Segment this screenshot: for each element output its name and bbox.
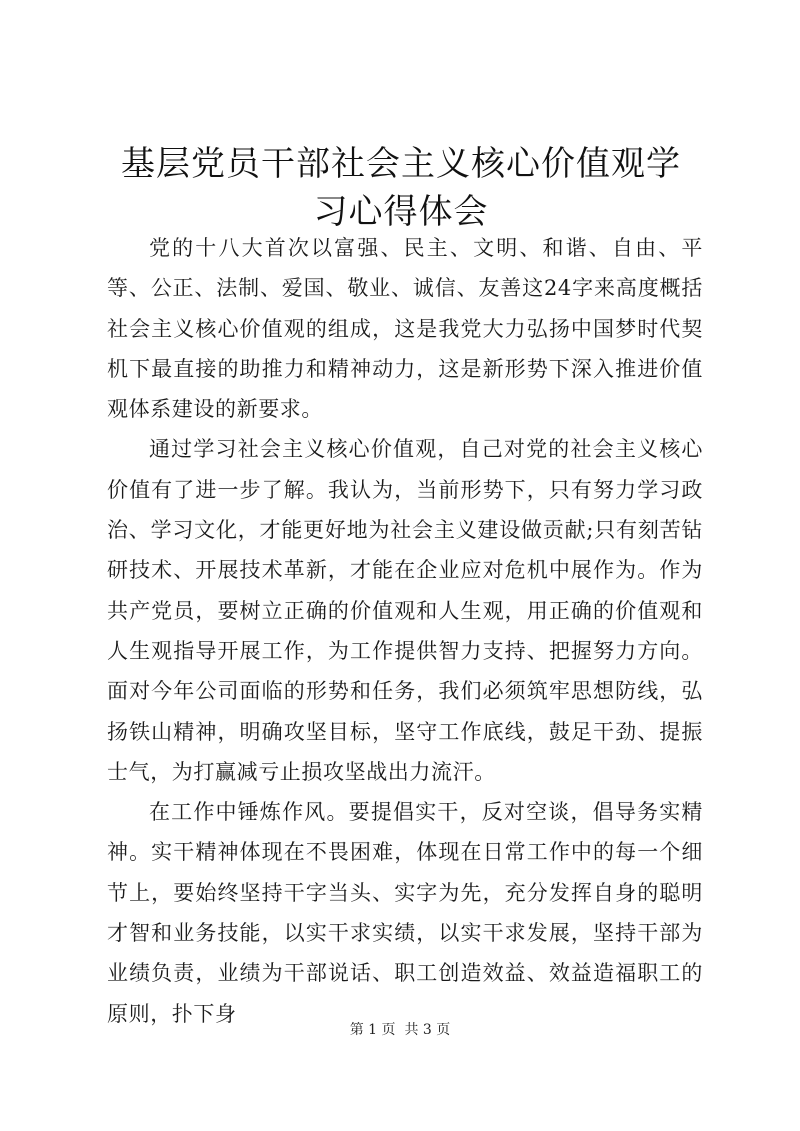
page-footer: [0, 1020, 800, 1040]
document-title: 基层党员干部社会主义核心价值观学习心得体会: [121, 144, 681, 232]
paragraph-3: 在工作中锤炼作风。要提倡实干，反对空谈，倡导务实精神。实干精神体现在不畏困难，体现在日常工作中的每一个细节上，要始终坚持干字当头、实字为先，充分发挥自身的聪明才智和业务技能，以实干求实绩，以实干求发展，坚持干部为业绩负责，业绩为干部说话、职工创造效益、效益造福职工的原则，扑下身: [107, 800, 703, 1026]
paragraph-2: 通过学习社会主义核心价值观，自己对党的社会主义核心价值有了进一步了解。我认为，当前形势下，只有努力学习政治、学习文化，才能更好地为社会主义建设做贡献;只有刻苦钻研技术、开展技术革新，才能在企业应对危机中展作为。作为共产党员，要树立正确的价值观和人生观，用正确的价值观和人生观指导开展工作，为工作提供智力支持、把握努力方向。面对今年公司面临的形势和任务，我们必须筑牢思想防线，弘扬铁山精神，明确攻坚目标，坚守工作底线，鼓足干劲、提振士气，为打赢减亏止损攻坚战出力流汗。: [107, 437, 703, 784]
page-number: 第 1 页 共 3 页: [349, 1022, 451, 1038]
document-body: [107, 228, 703, 1034]
paragraph-1: 党的十八大首次以富强、民主、文明、和谐、自由、平等、公正、法制、爱国、敬业、诚信、友善这24字来高度概括社会主义核心价值观的组成，这是我党大力弘扬中国梦时代契机下最直接的助推力和精神动力，这是新形势下深入推进价值观体系建设的新要求。: [107, 236, 703, 422]
